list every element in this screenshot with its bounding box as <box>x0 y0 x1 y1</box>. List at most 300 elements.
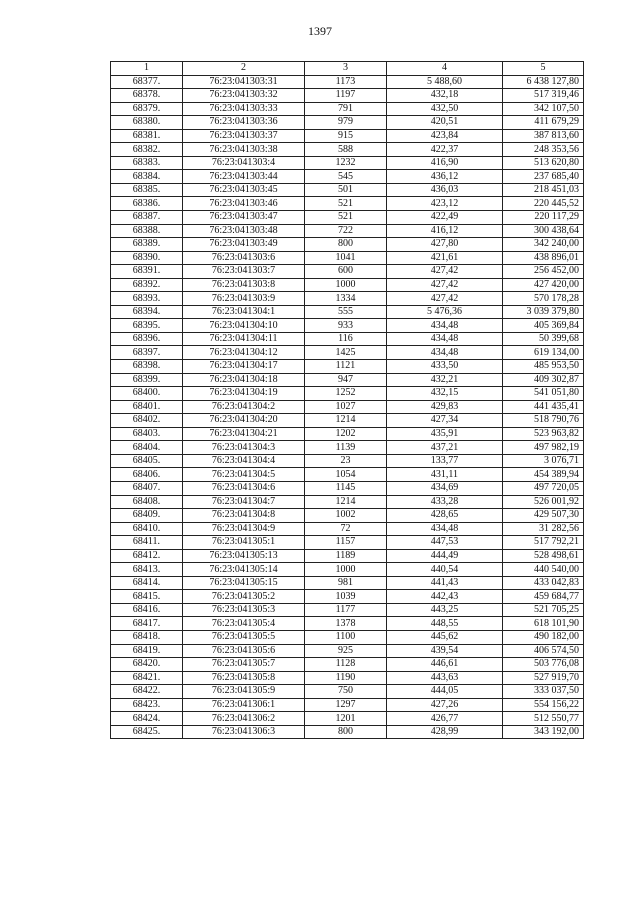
table-row <box>111 129 584 143</box>
table-row <box>111 102 584 116</box>
value-cell-5: 50 399,68 <box>503 332 584 346</box>
cadastral-number-cell: 76:23:041305:3 <box>183 603 305 617</box>
cadastral-number-cell: 76:23:041305:4 <box>183 617 305 631</box>
cadastral-number-cell: 76:23:041304:10 <box>183 319 305 333</box>
cadastral-number-cell: 76:23:041303:46 <box>183 197 305 211</box>
row-number-cell: 68412. <box>111 549 183 563</box>
value-cell-4: 422,37 <box>387 143 503 157</box>
cadastral-number-cell: 76:23:041305:13 <box>183 549 305 563</box>
value-cell-3: 1002 <box>305 509 387 523</box>
value-cell-3: 1378 <box>305 617 387 631</box>
value-cell-4: 133,77 <box>387 454 503 468</box>
row-number-cell: 68380. <box>111 116 183 130</box>
row-number-cell: 68391. <box>111 265 183 279</box>
value-cell-3: 501 <box>305 183 387 197</box>
cadastral-number-cell: 76:23:041305:14 <box>183 563 305 577</box>
data-table <box>110 61 584 739</box>
value-cell-4: 432,50 <box>387 102 503 116</box>
row-number-cell: 68393. <box>111 292 183 306</box>
value-cell-4: 427,34 <box>387 414 503 428</box>
table-row <box>111 630 584 644</box>
cadastral-number-cell: 76:23:041303:48 <box>183 224 305 238</box>
table-row <box>111 414 584 428</box>
row-number-cell: 68378. <box>111 89 183 103</box>
table-row <box>111 156 584 170</box>
cadastral-number-cell: 76:23:041304:1 <box>183 305 305 319</box>
value-cell-4: 448,55 <box>387 617 503 631</box>
row-number-cell: 68395. <box>111 319 183 333</box>
row-number-cell: 68420. <box>111 658 183 672</box>
value-cell-4: 440,54 <box>387 563 503 577</box>
value-cell-3: 1139 <box>305 441 387 455</box>
value-cell-4: 427,80 <box>387 238 503 252</box>
value-cell-3: 800 <box>305 238 387 252</box>
row-number-cell: 68384. <box>111 170 183 184</box>
table-row <box>111 685 584 699</box>
table-row <box>111 509 584 523</box>
value-cell-5: 427 420,00 <box>503 278 584 292</box>
value-cell-5: 554 156,22 <box>503 698 584 712</box>
row-number-cell: 68385. <box>111 183 183 197</box>
value-cell-5: 333 037,50 <box>503 685 584 699</box>
value-cell-4: 445,62 <box>387 630 503 644</box>
row-number-cell: 68425. <box>111 725 183 739</box>
row-number-cell: 68387. <box>111 211 183 225</box>
cadastral-number-cell: 76:23:041304:4 <box>183 454 305 468</box>
row-number-cell: 68377. <box>111 75 183 89</box>
value-cell-5: 387 813,60 <box>503 129 584 143</box>
row-number-cell: 68418. <box>111 630 183 644</box>
table-row <box>111 89 584 103</box>
value-cell-3: 1334 <box>305 292 387 306</box>
table-row <box>111 698 584 712</box>
value-cell-4: 436,12 <box>387 170 503 184</box>
value-cell-5: 406 574,50 <box>503 644 584 658</box>
table-row <box>111 346 584 360</box>
row-number-cell: 68408. <box>111 495 183 509</box>
value-cell-3: 1000 <box>305 563 387 577</box>
value-cell-3: 1189 <box>305 549 387 563</box>
table-row <box>111 183 584 197</box>
row-number-cell: 68405. <box>111 454 183 468</box>
value-cell-3: 1252 <box>305 387 387 401</box>
value-cell-5: 256 452,00 <box>503 265 584 279</box>
row-number-cell: 68402. <box>111 414 183 428</box>
cadastral-number-cell: 76:23:041305:5 <box>183 630 305 644</box>
value-cell-5: 248 353,56 <box>503 143 584 157</box>
row-number-cell: 68415. <box>111 590 183 604</box>
value-cell-5: 6 438 127,80 <box>503 75 584 89</box>
cadastral-number-cell: 76:23:041306:1 <box>183 698 305 712</box>
cadastral-number-cell: 76:23:041303:49 <box>183 238 305 252</box>
row-number-cell: 68381. <box>111 129 183 143</box>
value-cell-4: 426,77 <box>387 712 503 726</box>
value-cell-3: 800 <box>305 725 387 739</box>
value-cell-4: 435,91 <box>387 427 503 441</box>
row-number-cell: 68401. <box>111 400 183 414</box>
cadastral-number-cell: 76:23:041303:38 <box>183 143 305 157</box>
row-number-cell: 68383. <box>111 156 183 170</box>
row-number-cell: 68398. <box>111 360 183 374</box>
value-cell-3: 1157 <box>305 536 387 550</box>
value-cell-5: 527 919,70 <box>503 671 584 685</box>
cadastral-number-cell: 76:23:041303:7 <box>183 265 305 279</box>
value-cell-5: 438 896,01 <box>503 251 584 265</box>
value-cell-5: 218 451,03 <box>503 183 584 197</box>
value-cell-4: 437,21 <box>387 441 503 455</box>
value-cell-5: 3 076,71 <box>503 454 584 468</box>
value-cell-3: 600 <box>305 265 387 279</box>
cadastral-number-cell: 76:23:041304:3 <box>183 441 305 455</box>
value-cell-3: 1000 <box>305 278 387 292</box>
cadastral-number-cell: 76:23:041304:11 <box>183 332 305 346</box>
cadastral-number-cell: 76:23:041303:47 <box>183 211 305 225</box>
value-cell-4: 444,05 <box>387 685 503 699</box>
value-cell-3: 1128 <box>305 658 387 672</box>
value-cell-5: 237 685,40 <box>503 170 584 184</box>
value-cell-4: 434,48 <box>387 319 503 333</box>
table-row <box>111 549 584 563</box>
cadastral-number-cell: 76:23:041304:6 <box>183 481 305 495</box>
value-cell-5: 31 282,56 <box>503 522 584 536</box>
value-cell-5: 619 134,00 <box>503 346 584 360</box>
row-number-cell: 68392. <box>111 278 183 292</box>
row-number-cell: 68389. <box>111 238 183 252</box>
table-row <box>111 658 584 672</box>
table-row <box>111 251 584 265</box>
cadastral-number-cell: 76:23:041305:15 <box>183 576 305 590</box>
cadastral-number-cell: 76:23:041303:8 <box>183 278 305 292</box>
table-row <box>111 278 584 292</box>
value-cell-5: 541 051,80 <box>503 387 584 401</box>
value-cell-3: 947 <box>305 373 387 387</box>
table-row <box>111 143 584 157</box>
row-number-cell: 68388. <box>111 224 183 238</box>
cadastral-number-cell: 76:23:041304:7 <box>183 495 305 509</box>
value-cell-4: 443,63 <box>387 671 503 685</box>
cadastral-number-cell: 76:23:041303:31 <box>183 75 305 89</box>
row-number-cell: 68419. <box>111 644 183 658</box>
cadastral-number-cell: 76:23:041305:7 <box>183 658 305 672</box>
value-cell-4: 422,49 <box>387 211 503 225</box>
value-cell-5: 405 369,84 <box>503 319 584 333</box>
cadastral-number-cell: 76:23:041305:8 <box>183 671 305 685</box>
table-row <box>111 441 584 455</box>
value-cell-4: 434,69 <box>387 481 503 495</box>
table-row <box>111 197 584 211</box>
value-cell-5: 220 445,52 <box>503 197 584 211</box>
value-cell-3: 1214 <box>305 414 387 428</box>
value-cell-3: 1145 <box>305 481 387 495</box>
value-cell-4: 5 488,60 <box>387 75 503 89</box>
value-cell-3: 521 <box>305 197 387 211</box>
row-number-cell: 68411. <box>111 536 183 550</box>
table-row <box>111 387 584 401</box>
table-row <box>111 116 584 130</box>
value-cell-3: 1190 <box>305 671 387 685</box>
value-cell-3: 722 <box>305 224 387 238</box>
cadastral-number-cell: 76:23:041304:17 <box>183 360 305 374</box>
column-header-3: 3 <box>305 62 387 76</box>
table-row <box>111 360 584 374</box>
value-cell-3: 521 <box>305 211 387 225</box>
value-cell-3: 1173 <box>305 75 387 89</box>
value-cell-3: 925 <box>305 644 387 658</box>
table-row <box>111 725 584 739</box>
cadastral-number-cell: 76:23:041305:1 <box>183 536 305 550</box>
value-cell-5: 342 240,00 <box>503 238 584 252</box>
row-number-cell: 68416. <box>111 603 183 617</box>
value-cell-5: 570 178,28 <box>503 292 584 306</box>
table-row <box>111 644 584 658</box>
value-cell-5: 521 705,25 <box>503 603 584 617</box>
header-row <box>111 62 584 76</box>
value-cell-3: 1054 <box>305 468 387 482</box>
cadastral-number-cell: 76:23:041306:3 <box>183 725 305 739</box>
cadastral-number-cell: 76:23:041303:4 <box>183 156 305 170</box>
row-number-cell: 68407. <box>111 481 183 495</box>
value-cell-3: 981 <box>305 576 387 590</box>
table-row <box>111 211 584 225</box>
value-cell-4: 439,54 <box>387 644 503 658</box>
value-cell-4: 447,53 <box>387 536 503 550</box>
value-cell-3: 116 <box>305 332 387 346</box>
table-row <box>111 671 584 685</box>
value-cell-3: 979 <box>305 116 387 130</box>
cadastral-number-cell: 76:23:041303:6 <box>183 251 305 265</box>
value-cell-4: 427,42 <box>387 265 503 279</box>
value-cell-4: 434,48 <box>387 346 503 360</box>
table-row <box>111 576 584 590</box>
cadastral-number-cell: 76:23:041306:2 <box>183 712 305 726</box>
row-number-cell: 68421. <box>111 671 183 685</box>
column-header-5: 5 <box>503 62 584 76</box>
value-cell-4: 428,99 <box>387 725 503 739</box>
value-cell-3: 1041 <box>305 251 387 265</box>
table-row <box>111 603 584 617</box>
value-cell-5: 513 620,80 <box>503 156 584 170</box>
value-cell-3: 1201 <box>305 712 387 726</box>
column-header-4: 4 <box>387 62 503 76</box>
cadastral-number-cell: 76:23:041305:9 <box>183 685 305 699</box>
value-cell-3: 1100 <box>305 630 387 644</box>
value-cell-5: 517 792,21 <box>503 536 584 550</box>
row-number-cell: 68409. <box>111 509 183 523</box>
value-cell-4: 442,43 <box>387 590 503 604</box>
value-cell-3: 1202 <box>305 427 387 441</box>
cadastral-number-cell: 76:23:041304:5 <box>183 468 305 482</box>
value-cell-5: 342 107,50 <box>503 102 584 116</box>
value-cell-4: 444,49 <box>387 549 503 563</box>
value-cell-5: 518 790,76 <box>503 414 584 428</box>
row-number-cell: 68413. <box>111 563 183 577</box>
table-row <box>111 590 584 604</box>
cadastral-number-cell: 76:23:041304:21 <box>183 427 305 441</box>
table-row <box>111 617 584 631</box>
value-cell-5: 459 684,77 <box>503 590 584 604</box>
value-cell-5: 220 117,29 <box>503 211 584 225</box>
value-cell-4: 441,43 <box>387 576 503 590</box>
value-cell-5: 343 192,00 <box>503 725 584 739</box>
row-number-cell: 68379. <box>111 102 183 116</box>
value-cell-4: 434,48 <box>387 332 503 346</box>
value-cell-4: 432,18 <box>387 89 503 103</box>
table-row <box>111 712 584 726</box>
value-cell-5: 512 550,77 <box>503 712 584 726</box>
row-number-cell: 68390. <box>111 251 183 265</box>
value-cell-3: 1232 <box>305 156 387 170</box>
value-cell-3: 1197 <box>305 89 387 103</box>
value-cell-5: 3 039 379,80 <box>503 305 584 319</box>
value-cell-4: 420,51 <box>387 116 503 130</box>
value-cell-4: 416,12 <box>387 224 503 238</box>
value-cell-4: 5 476,36 <box>387 305 503 319</box>
value-cell-5: 497 982,19 <box>503 441 584 455</box>
table-row <box>111 224 584 238</box>
value-cell-3: 750 <box>305 685 387 699</box>
row-number-cell: 68410. <box>111 522 183 536</box>
table-row <box>111 75 584 89</box>
value-cell-5: 433 042,83 <box>503 576 584 590</box>
table-row <box>111 481 584 495</box>
page-number: 1397 <box>308 24 332 38</box>
table-row <box>111 265 584 279</box>
row-number-cell: 68400. <box>111 387 183 401</box>
value-cell-3: 1039 <box>305 590 387 604</box>
cadastral-number-cell: 76:23:041303:32 <box>183 89 305 103</box>
row-number-cell: 68394. <box>111 305 183 319</box>
cadastral-number-cell: 76:23:041304:2 <box>183 400 305 414</box>
value-cell-4: 432,21 <box>387 373 503 387</box>
value-cell-5: 409 302,87 <box>503 373 584 387</box>
cadastral-number-cell: 76:23:041304:12 <box>183 346 305 360</box>
value-cell-4: 427,42 <box>387 278 503 292</box>
value-cell-3: 1425 <box>305 346 387 360</box>
row-number-cell: 68423. <box>111 698 183 712</box>
value-cell-3: 588 <box>305 143 387 157</box>
table-row <box>111 427 584 441</box>
row-number-cell: 68386. <box>111 197 183 211</box>
value-cell-4: 433,50 <box>387 360 503 374</box>
value-cell-5: 454 389,94 <box>503 468 584 482</box>
row-number-cell: 68404. <box>111 441 183 455</box>
value-cell-3: 72 <box>305 522 387 536</box>
value-cell-3: 791 <box>305 102 387 116</box>
value-cell-5: 526 001,92 <box>503 495 584 509</box>
value-cell-4: 429,83 <box>387 400 503 414</box>
table-row <box>111 373 584 387</box>
value-cell-5: 497 720,05 <box>503 481 584 495</box>
row-number-cell: 68414. <box>111 576 183 590</box>
table-row <box>111 292 584 306</box>
table-row <box>111 305 584 319</box>
row-number-cell: 68399. <box>111 373 183 387</box>
value-cell-4: 443,25 <box>387 603 503 617</box>
value-cell-4: 427,26 <box>387 698 503 712</box>
value-cell-5: 485 953,50 <box>503 360 584 374</box>
value-cell-4: 436,03 <box>387 183 503 197</box>
cadastral-number-cell: 76:23:041305:6 <box>183 644 305 658</box>
row-number-cell: 68403. <box>111 427 183 441</box>
cadastral-number-cell: 76:23:041305:2 <box>183 590 305 604</box>
value-cell-5: 411 679,29 <box>503 116 584 130</box>
value-cell-3: 1214 <box>305 495 387 509</box>
cadastral-number-cell: 76:23:041303:37 <box>183 129 305 143</box>
row-number-cell: 68422. <box>111 685 183 699</box>
value-cell-5: 440 540,00 <box>503 563 584 577</box>
value-cell-4: 434,48 <box>387 522 503 536</box>
value-cell-5: 517 319,46 <box>503 89 584 103</box>
value-cell-4: 432,15 <box>387 387 503 401</box>
value-cell-5: 503 776,08 <box>503 658 584 672</box>
table-row <box>111 468 584 482</box>
value-cell-4: 427,42 <box>387 292 503 306</box>
row-number-cell: 68397. <box>111 346 183 360</box>
value-cell-3: 1027 <box>305 400 387 414</box>
value-cell-4: 416,90 <box>387 156 503 170</box>
row-number-cell: 68406. <box>111 468 183 482</box>
cadastral-number-cell: 76:23:041303:9 <box>183 292 305 306</box>
cadastral-number-cell: 76:23:041304:19 <box>183 387 305 401</box>
row-number-cell: 68382. <box>111 143 183 157</box>
table-row <box>111 332 584 346</box>
cadastral-number-cell: 76:23:041303:33 <box>183 102 305 116</box>
row-number-cell: 68396. <box>111 332 183 346</box>
table-header <box>111 62 584 76</box>
cadastral-number-cell: 76:23:041303:36 <box>183 116 305 130</box>
value-cell-3: 555 <box>305 305 387 319</box>
table-row <box>111 238 584 252</box>
cadastral-number-cell: 76:23:041304:9 <box>183 522 305 536</box>
table-row <box>111 563 584 577</box>
row-number-cell: 68424. <box>111 712 183 726</box>
value-cell-4: 423,84 <box>387 129 503 143</box>
value-cell-5: 618 101,90 <box>503 617 584 631</box>
value-cell-4: 421,61 <box>387 251 503 265</box>
value-cell-5: 490 182,00 <box>503 630 584 644</box>
table-row <box>111 400 584 414</box>
table-row <box>111 319 584 333</box>
table-body <box>111 75 584 739</box>
value-cell-3: 915 <box>305 129 387 143</box>
value-cell-5: 528 498,61 <box>503 549 584 563</box>
value-cell-4: 428,65 <box>387 509 503 523</box>
value-cell-5: 300 438,64 <box>503 224 584 238</box>
table-row <box>111 170 584 184</box>
table-row <box>111 522 584 536</box>
table-row <box>111 495 584 509</box>
column-header-2: 2 <box>183 62 305 76</box>
value-cell-3: 545 <box>305 170 387 184</box>
value-cell-5: 429 507,30 <box>503 509 584 523</box>
cadastral-number-cell: 76:23:041303:45 <box>183 183 305 197</box>
value-cell-3: 1177 <box>305 603 387 617</box>
row-number-cell: 68417. <box>111 617 183 631</box>
table-row <box>111 454 584 468</box>
value-cell-4: 446,61 <box>387 658 503 672</box>
cadastral-number-cell: 76:23:041304:8 <box>183 509 305 523</box>
table-row <box>111 536 584 550</box>
value-cell-3: 1297 <box>305 698 387 712</box>
cadastral-number-cell: 76:23:041304:20 <box>183 414 305 428</box>
value-cell-4: 433,28 <box>387 495 503 509</box>
value-cell-5: 523 963,82 <box>503 427 584 441</box>
value-cell-4: 431,11 <box>387 468 503 482</box>
cadastral-number-cell: 76:23:041303:44 <box>183 170 305 184</box>
cadastral-number-cell: 76:23:041304:18 <box>183 373 305 387</box>
value-cell-3: 1121 <box>305 360 387 374</box>
column-header-1: 1 <box>111 62 183 76</box>
